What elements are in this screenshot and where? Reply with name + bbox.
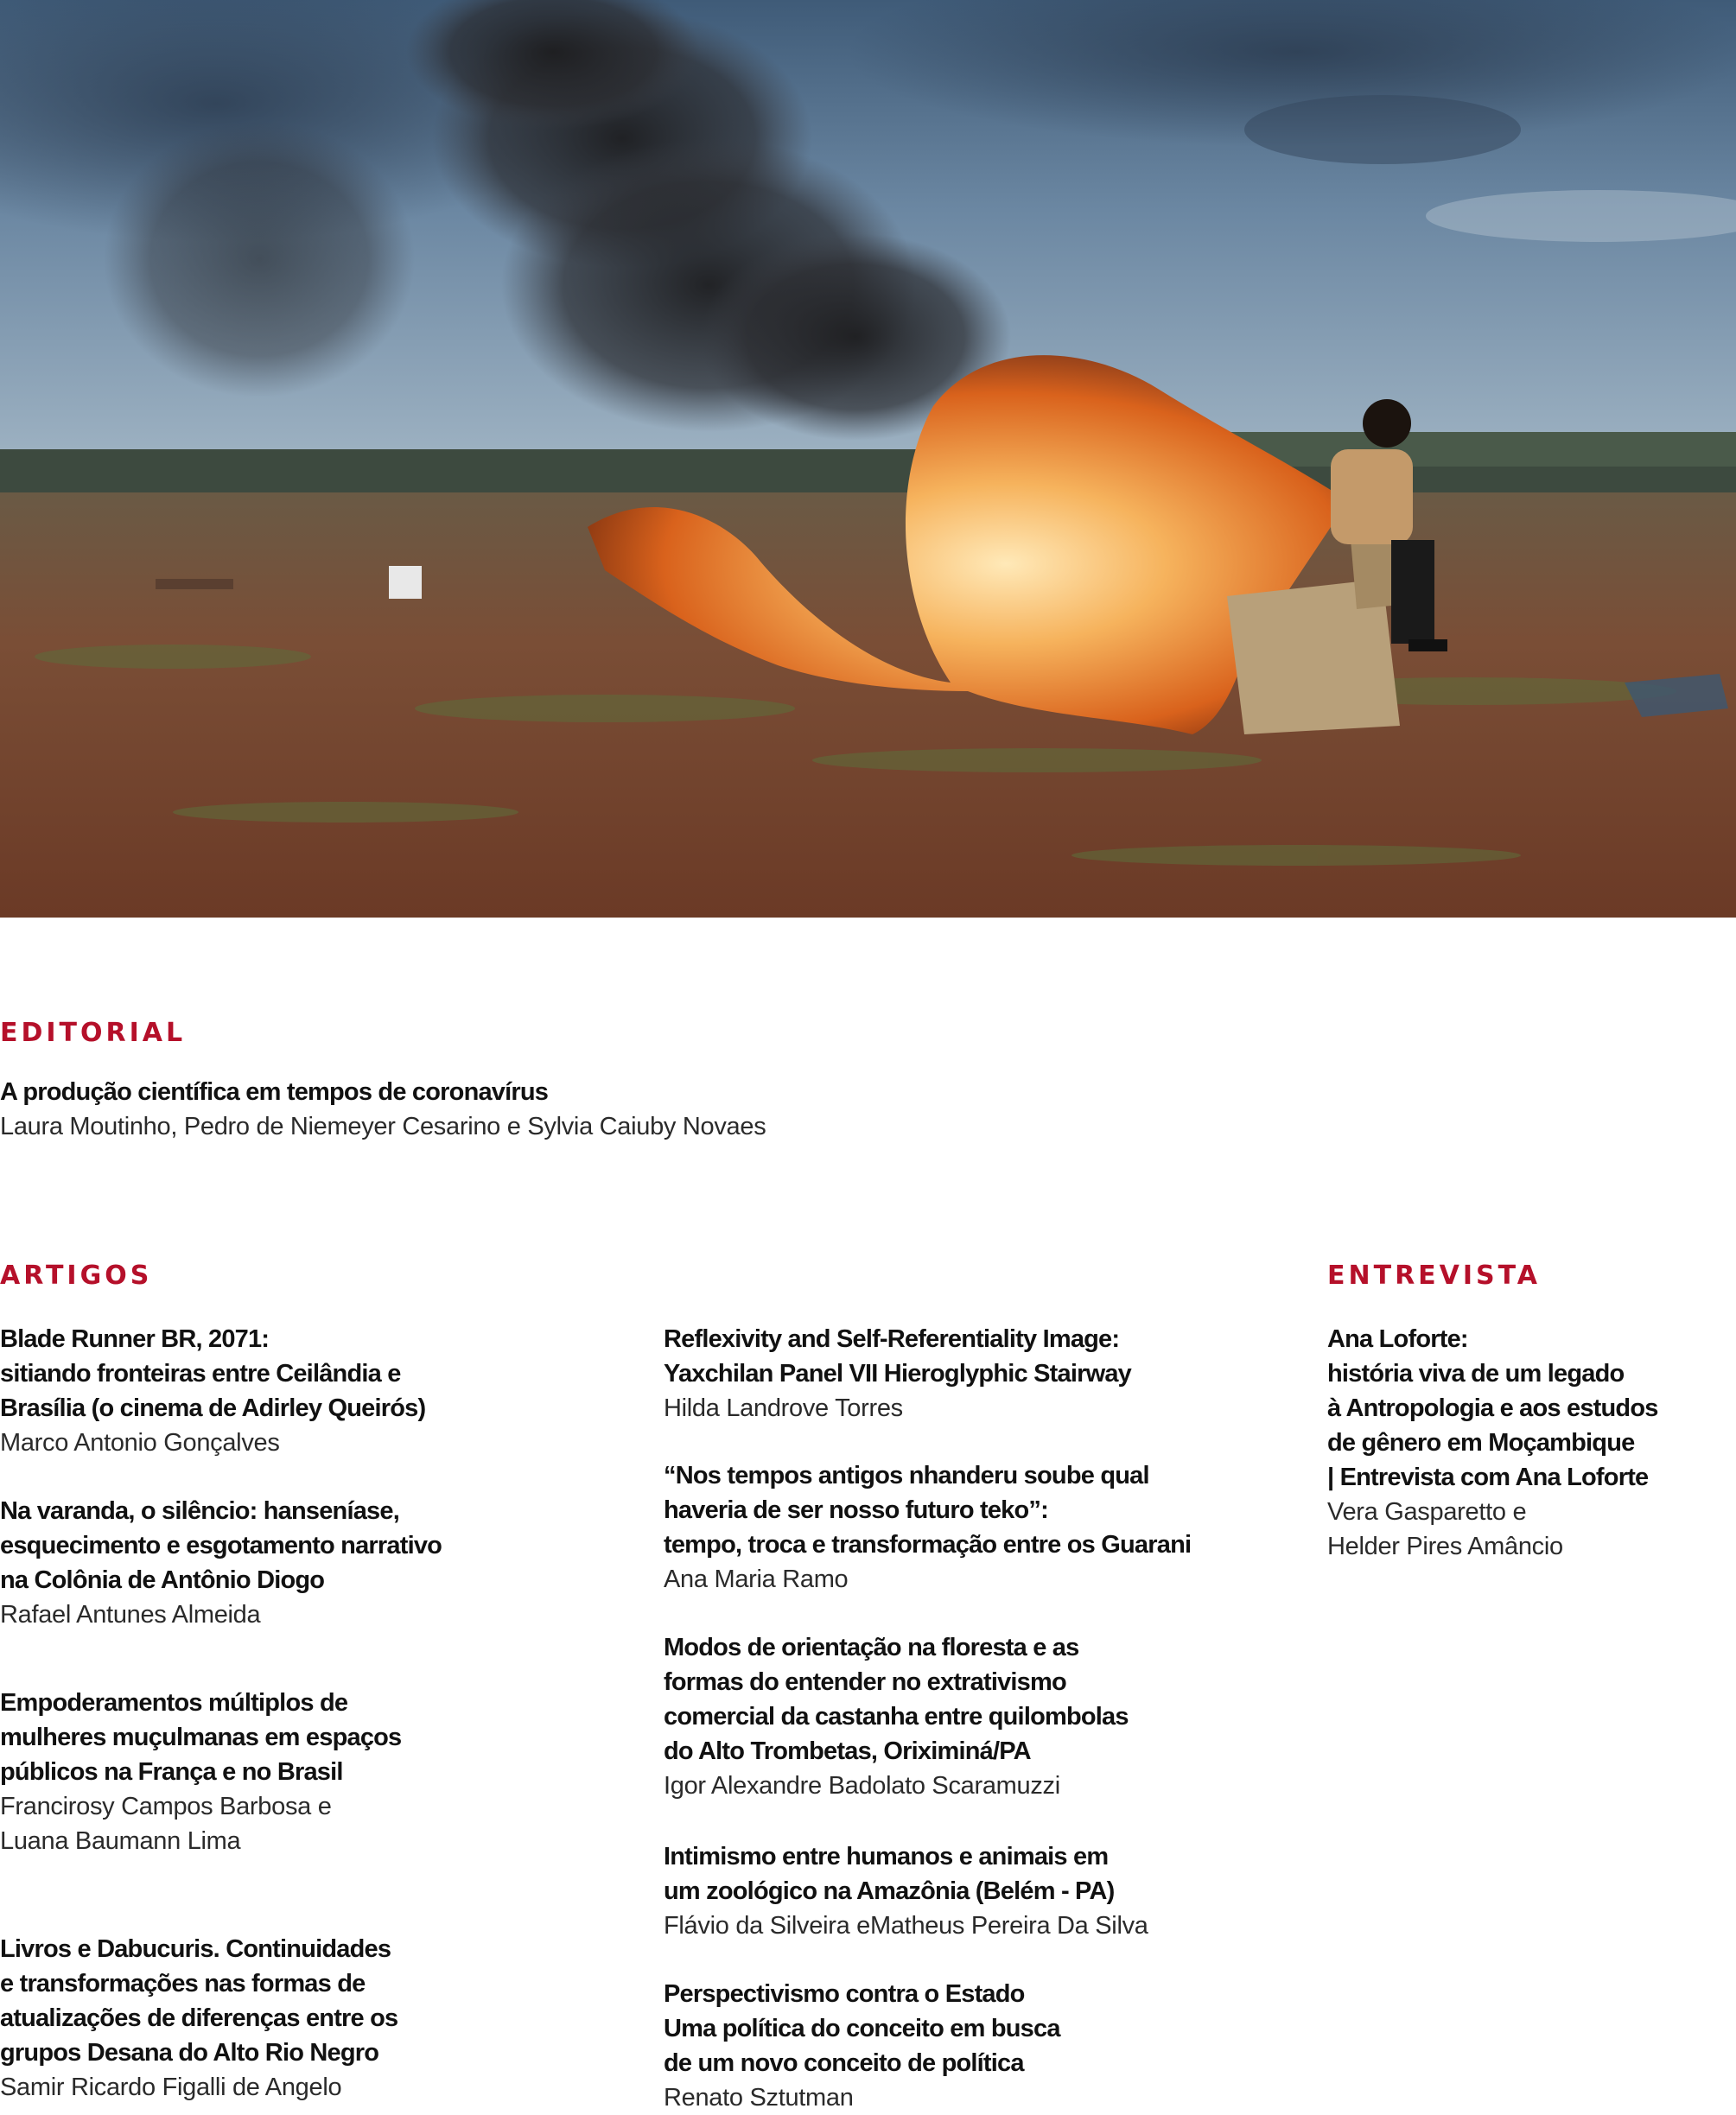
article-title: A produção científica em tempos de coronavírus — [0, 1078, 549, 1106]
article-title: Reflexivity and Self-Referentiality Image: Yaxchilan Panel VII Hieroglyphic Stairway — [664, 1325, 1131, 1388]
article-authors: Vera Gasparetto e Helder Pires Amâncio — [1327, 1498, 1563, 1560]
article-authors: Rafael Antunes Almeida — [0, 1601, 261, 1629]
article-entry[interactable] — [664, 1977, 1060, 2115]
article-authors: Ana Maria Ramo — [664, 1566, 849, 1593]
article-entry[interactable] — [664, 1458, 1191, 1597]
article-entry[interactable] — [0, 1322, 425, 1460]
article-authors: Flávio da Silveira eMatheus Pereira Da Silva — [664, 1912, 1148, 1940]
section-label-artigos: ARTIGOS — [0, 1261, 153, 1291]
article-title: Modos de orientação na floresta e as formas do entender no extrativismo comercial da castanha entre quilombolas do Alto Trombetas, Oriximiná/PA — [664, 1634, 1129, 1765]
article-authors: Marco Antonio Gonçalves — [0, 1429, 280, 1457]
cover-photo — [0, 0, 1736, 918]
article-entry[interactable] — [0, 1686, 401, 1858]
article-authors: Francirosy Campos Barbosa e Luana Baumann Lima — [0, 1793, 332, 1855]
editorial-entry[interactable] — [0, 1075, 766, 1144]
article-title: “Nos tempos antigos nhanderu soube qual haveria de ser nosso futuro teko”: tempo, troca e transformação entre os Guarani — [664, 1462, 1192, 1559]
article-title: Livros e Dabucuris. Continuidades e transformações nas formas de atualizações de diferenças entre os grupos Desana do Alto Rio Negro — [0, 1935, 398, 2067]
article-entry[interactable] — [664, 1839, 1148, 1943]
article-entry[interactable] — [0, 1932, 397, 2105]
interview-entry[interactable] — [1327, 1322, 1658, 1564]
article-authors: Renato Sztutman — [664, 2084, 854, 2112]
section-label-entrevista: ENTREVISTA — [1327, 1261, 1541, 1291]
article-authors: Hilda Landrove Torres — [664, 1394, 903, 1422]
article-title: Empoderamentos múltiplos de mulheres muçulmanas em espaços públicos na França e no Brasil — [0, 1689, 402, 1786]
article-title: Na varanda, o silêncio: hanseníase, esquecimento e esgotamento narrativo na Colônia de Antônio Diogo — [0, 1497, 442, 1594]
article-title: Intimismo entre humanos e animais em um zoológico na Amazônia (Belém - PA) — [664, 1843, 1115, 1905]
article-entry[interactable] — [0, 1494, 442, 1632]
article-entry[interactable] — [664, 1322, 1131, 1426]
section-label-editorial: EDITORIAL — [0, 1018, 187, 1048]
article-authors: Samir Ricardo Figalli de Angelo — [0, 2074, 342, 2101]
article-title: Ana Loforte: história viva de um legado à Antropologia e aos estudos de gênero em Moçambique | Entrevista com Ana Loforte — [1327, 1325, 1658, 1491]
article-title: Blade Runner BR, 2071: sitiando fronteiras entre Ceilândia e Brasília (o cinema de Adirley Queirós) — [0, 1325, 426, 1422]
article-title: Perspectivismo contra o Estado Uma política do conceito em busca de um novo conceito de política — [664, 1980, 1060, 2077]
article-entry[interactable] — [664, 1630, 1129, 1803]
article-authors: Laura Moutinho, Pedro de Niemeyer Cesarino e Sylvia Caiuby Novaes — [0, 1113, 766, 1140]
article-authors: Igor Alexandre Badolato Scaramuzzi — [664, 1772, 1060, 1800]
